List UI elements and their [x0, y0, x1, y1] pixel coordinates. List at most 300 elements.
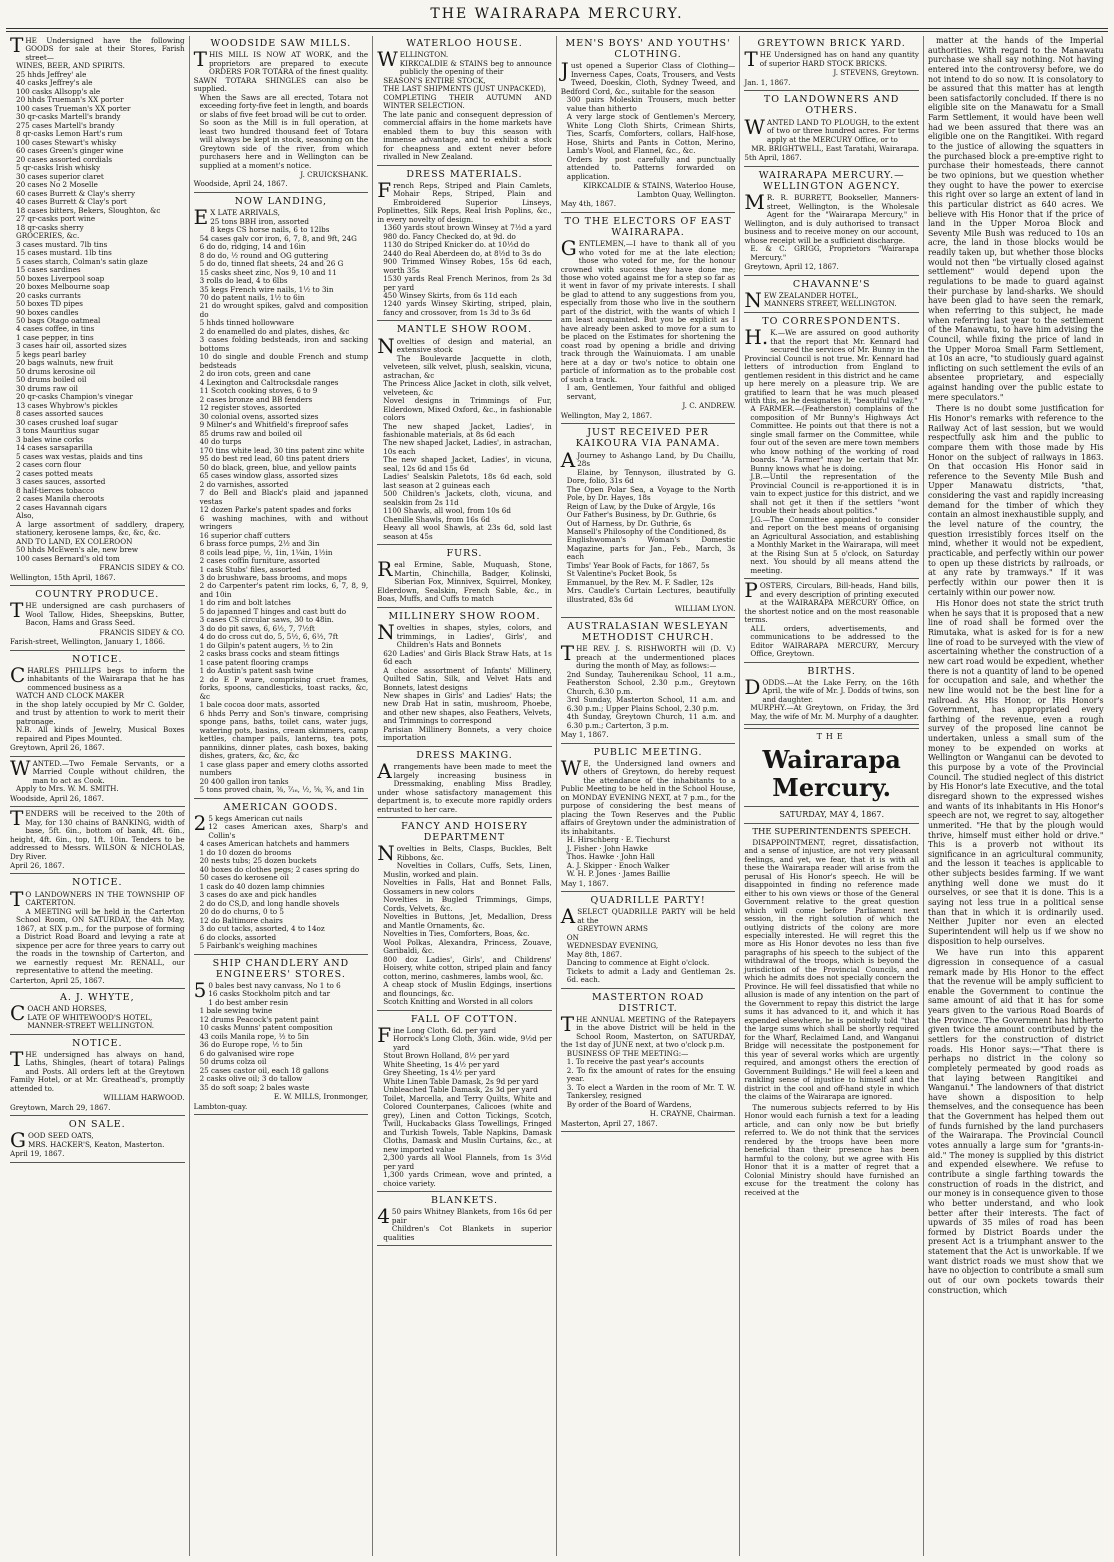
ad-line: 100 cases Stewart's whisky — [16, 137, 117, 147]
ad-heading: WOODSIDE SAW MILLS. — [210, 38, 352, 49]
ad-line: 3 tons Mauritius sugar — [16, 426, 100, 436]
advertisement — [10, 755, 185, 803]
advertisement — [194, 802, 369, 951]
ad-line: 500 Children's Jackets, cloth, vicuna, and sealskin from 2s 11d — [383, 489, 552, 507]
divider — [744, 312, 919, 313]
ad-line: 900 Trimmed Winsey Robes, 15s 6d each, worth 35s — [383, 257, 552, 275]
divider — [744, 166, 919, 167]
editorial-paragraph: The numerous subjects referred to by His Honor would each furnish a text for a leading article, and can only now be but briefly referred to. We do not think that the services rendered by the troops have been more beneficial than their presence has been harmful to the colony, but we agree with His Honor that it is a matter of regret that a Colonial Ministry should have furnished an excuse for the treatment the colony has received at the — [744, 1102, 919, 1197]
divider — [194, 1114, 369, 1115]
ad-heading: MILLINERY SHOW ROOM. — [388, 610, 541, 622]
ad-heading: DRESS MAKING. — [416, 749, 513, 761]
ad-line: Ladies' Sealskin Paletots, 18s 6d each, sold last season at 2 guineas each — [383, 472, 552, 490]
column-3 — [373, 36, 557, 1556]
ad-line: 12 drums Peacock's patent paint — [199, 1014, 319, 1024]
ad-date: Woodside, April 26, 1867. — [10, 793, 104, 803]
top-rule — [6, 28, 1108, 29]
advertisement — [744, 278, 919, 312]
ad-line: NEW ZEALANDER HOTEL, — [744, 287, 859, 312]
ad-line: SEASON'S ENTIRE STOCK, — [383, 75, 486, 85]
ad-line: MURPHY.—At Greytown, on Friday, the 3rd May, the wife of Mr. M. Murphy of a daughter. — [750, 703, 919, 721]
ad-line: 8 qr-casks Lemon Hart's rum — [16, 129, 123, 139]
divider — [744, 275, 919, 276]
ad-line: EX LATE ARRIVALS, — [193, 205, 280, 230]
ad-line: 100 cases Bernard's old tom — [16, 553, 120, 563]
ad-line: N.B. All kinds of Jewelry, Musical Boxes repaired and Pipes Mounted. — [16, 725, 185, 743]
ad-line: 3 bales wine corks — [16, 434, 84, 444]
advertisement — [377, 548, 552, 604]
advertisement — [744, 316, 919, 575]
ad-line: Novelties in Falls, Hat and Bonnet Falls, Gossamers in new colors — [383, 878, 552, 896]
ad-line: 2 casks brass cocks and steam fittings — [199, 649, 340, 659]
ad-line: 20 cases assorted cordials — [16, 154, 113, 164]
ad-line: Novelties in Bugled Trimmings, Gimps, Cords, Velvets, &c. — [383, 895, 552, 913]
ad-date: Carterton, April 25, 1867. — [10, 975, 105, 985]
ad-line: 50 drums colza oil — [199, 1057, 267, 1067]
ad-line: 20 do do churns, 0 to 5 — [199, 907, 284, 917]
masthead: THE WAIRARAPA MERCURY. — [430, 6, 684, 22]
ad-line: Tickets to admit a Lady and Gentleman 2s. 6d. each. — [566, 966, 736, 985]
ad-line: 16 superior chaff cutters — [199, 530, 291, 540]
ad-line: 5 Fairbank's weighing machines — [199, 941, 318, 951]
ad-line: Novelties in shapes, styles, colors, and trimmings, in Ladies', Girls', and Children's Hats and Bonnets — [377, 620, 552, 650]
ad-heading: FALL OF COTTON. — [410, 1013, 519, 1025]
divider — [744, 662, 919, 663]
ad-line: 5 qr-casks Irish whisky — [16, 163, 101, 173]
ad-line: 85 drums raw and boiled oil — [199, 428, 303, 438]
ad-line: 50 bales best navy canvass, No 1 to 6 — [193, 977, 341, 1002]
ad-line: White Linen Table Damask, 2s 9d per yard — [383, 1076, 539, 1086]
ad-line: 1 case glass paper and emery cloths assorted numbers — [199, 759, 369, 778]
advertisement — [194, 958, 369, 1112]
ad-line: 1 bale cocoa door mats, assorted — [199, 700, 320, 710]
ad-line: H. Hirschberg · E. Tiechurst — [566, 835, 671, 845]
ad-line: 40 do turps — [199, 437, 242, 447]
ad-heading: NOTICE. — [72, 1037, 123, 1049]
ad-line: Novelties of design and material, an extensive stock — [377, 333, 552, 358]
advertisement — [377, 324, 552, 541]
ad-line: 20 nests tubs; 25 dozen buckets — [199, 856, 317, 866]
ad-line: 6 brass force pumps, 2½ and 3in — [199, 539, 320, 549]
ad-line: 15 cases sardines — [16, 265, 81, 275]
ad-line: WINES, BEER, AND SPIRITS. — [16, 61, 125, 71]
ad-line: WEDNESDAY EVENING, — [566, 941, 659, 951]
ad-line: 3 do cut tacks, assorted, 4 to 14oz — [199, 924, 325, 934]
ad-line: TO LANDOWNERS IN THE TOWNSHIP OF CARTERTON. — [10, 886, 185, 911]
divider — [10, 756, 185, 757]
ad-line: 1 case patent flooring cramps — [199, 657, 309, 667]
ad-line: 3 rolls do lead, 4 to 6lbs — [199, 276, 288, 286]
ad-line: 1. To receive the past year's accounts — [566, 1057, 704, 1067]
divider — [561, 1131, 736, 1132]
ad-line: THE REV. J. S. RISHWORTH will (D. V.) preach at the undermentioned places during the month of May, as follows:— — [560, 641, 736, 671]
ad-line: The new shaped Jacket, Ladies', in vicuna, seal, 12s 6d and 15s 6d — [383, 455, 552, 473]
ad-line: 5 kegs pearl barley — [16, 349, 87, 359]
ad-line: 100 cases Trueman's XX porter — [16, 103, 131, 113]
divider — [561, 743, 736, 744]
editorial-paragraph: DISAPPOINTMENT, regret, dissatisfaction, and a sense of injustice, are not very pleasant feelings, and yet, we fear, that it is with all these the Wairarapa reader will arise from the perusal of His Honor's speech. He will be disappointed in finding no reference made either to his own views or those of the General Government relative to the great question which will come before Parliament next session, in the right solution of which the outlying districts of the colony are more especially interested. He will regret this the more as His Honor devotes no less than five paragraphs of his speech to the subject of the withdrawal of the troops, which is beyond the jurisdiction of the Provincial Councils, and which he admits does not specially concern the Province. He will feel dissatisfied that while no allusion is made of any intention on the part of the Government to repay this district the large sums it has advanced to it, and which it has expended elsewhere, he is pointedly told "that the large sums which shall be shortly required for the Wharf, Reclaimed Land, and Wanganui Bridge will necessitate the postponement for this year of several works which are urgently required, and amongst others the erection of Government Buildings." He will feel a keen and rankling sense of injustice to himself and the district in the cool and off-hand style in which the claims of the Wairarapa are ignored. — [744, 837, 919, 1102]
editorial-paragraph: There is no doubt some justification for His Honor's remarks with reference to the Railway Act of last session, but we would respectfully ask him and the public to compare them with those made by His Honor on the subject of railways in 1863. On that occasion His Honor said in reference to the Seventy Mile Bush and Upper Manawatu districts, "that, considering the vast and rapidly increasing demand for the timber of which they contain an almost inexhaustible supply, and the level nature of the country, the question irresistibly forces itself on the mind, whether it would not be expedient, practicable, and perfectly within our power to open up these districts by railroads, or at any rate by tramways." If it was perfectly within our power then it is certainly within our power now. — [927, 404, 1104, 597]
ad-line: WANTED.—Two Female Servants, or a Married Couple without children, the man to act as Cook. — [10, 755, 185, 785]
ad-line: 50 drums kerosine oil — [16, 366, 96, 376]
ad-line: New shapes in Girls' and Ladies' Hats; the new Drab Hat in satin, mushroom, Phoebe, and other new shapes, also Feathers, Velvets, and Trimmings to correspond — [383, 690, 552, 726]
ad-line: 30 drums raw oil — [16, 383, 78, 393]
ad-line: ON — [566, 932, 579, 942]
divider — [561, 988, 736, 989]
ad-line: 8 kegs CS horse nails, 6 to 12lbs — [210, 225, 330, 235]
advertisement — [744, 666, 919, 722]
ad-heading: MASTERTON ROAD DISTRICT. — [591, 991, 705, 1014]
ad-line: A very large stock of Gentlemen's Mercery, White Long Cloth Shirts, Crimean Shirts, Ties, Scarfs, Comforters, collars, Half-hose, Hose, Shirts and Pants in Cotton, Merino, Lamb's Wool, and Flannel, &c., &c. — [566, 112, 736, 156]
ad-line: 3 do brushware, bass brooms, and mops — [199, 572, 347, 582]
ad-line: MRS. HACKER'S, Keaton, Masterton. — [27, 1139, 165, 1149]
ad-line: 21 do wrought spikes, galvd and composition do — [199, 301, 369, 319]
ad-line: 2 do enamelled do and plates, dishes, &c — [199, 326, 350, 336]
ad-line: 2 do varnishes, assorted — [199, 479, 289, 489]
ad-signature: FRANCIS SIDEY & CO. — [99, 563, 185, 573]
ad-line: 5 hhds tinned hollowware — [199, 318, 295, 328]
ad-line: 5 tons proved chain, ⅜, ⁷⁄₁₆, ½, ⅝, ¾, and 1in — [199, 785, 365, 795]
ad-line: 2,300 yards all Wool Flannels, from 1s 3½d per yard — [383, 1153, 552, 1171]
ad-line: 4 Lexington and Caltrocksdale ranges — [199, 377, 339, 387]
ad-line: Heavy all wool Shawls, at 23s 6d, sold last season at 45s — [383, 523, 552, 541]
ad-line: COACH AND HORSES, — [10, 1001, 107, 1026]
ad-line: 20 400 gallon iron tanks — [199, 776, 289, 786]
ad-line: CHARLES PHILLIPS begs to inform the inhabitants of the Wairarapa that he has commenced business as a — [10, 662, 185, 692]
ad-line: W. H. P. Jones · James Baillie — [566, 869, 671, 879]
ad-line: 2 do do CS,D, and long handle shovels — [199, 898, 340, 908]
ad-line: in the shop lately occupied by Mr C. Golder, and trust by attention to work to merit their patronage. — [16, 699, 185, 726]
divider — [377, 320, 552, 321]
editorial-paragraph: We have run into this apparent digression in consequence of a casual remark made by His Honor to the effect that the revenue will be amply sufficient to enable the Government to continue the same amount of aid that it has for some years given to the various Road Boards of the Province. The Government has hitherto given twice the amount contributed by the settlers for the construction of district roads. His Honor says:—"That there is perhaps no district in the colony so completely permeated by good roads as that laying between Rangitikei and Wanganui." The landowners of that district have shown a disposition to help themselves, and the consequence has been that the Government has helped them out of funds furnished by the land purchasers of the Wairarapa. The Provincial Council votes annually a large sum for "grants-in-aid." The money is supplied by this district and expended elsewhere. We refuse to contribute a single farthing towards the construction of roads in the district, and our money is in consequence given to those who better understand, and who look better after their interests. The fact of upwards of 35 miles of road has been formed by District Boards under the present Act is a triumphant answer to the statement that the Act is unworkable. If we want district roads we must show that we have no objection to contribute a small sum out of our own pockets towards their construction, which — [927, 948, 1104, 1295]
ad-line: A cheap stock of Muslin Edgings, insertions and flouncings, &c. — [383, 980, 552, 998]
ad-line: WE, the Undersigned land owners and others of Greytown, do hereby request the attendance of the inhabitants to a Public Meeting to be held in the School House, on MONDAY EVENING NEXT, at 7 p.m., for the purpose of considering the best means of placing the Town Reserves and the Public affairs of Greytown under the administration of its inhabitants. — [560, 755, 736, 836]
ad-line: 1 do rim and bolt latches — [199, 598, 291, 608]
ad-line: 100 casks Allsopp's ale — [16, 86, 101, 96]
advertisement — [10, 589, 185, 647]
ad-signature: J. STEVENS, Greytown. — [833, 68, 919, 78]
advertisement — [10, 1119, 185, 1159]
ad-line: 3 do do pit saws, 6, 6½, 7, 7½ft — [199, 623, 315, 633]
ad-line: 12 dozen Parke's patent spades and forks — [199, 505, 352, 515]
ad-line: Stout Brown Holland, 8½ per yard — [383, 1051, 510, 1061]
ad-line: Scotch Knitting and Worsted in all colors — [383, 997, 533, 1007]
advertisement — [744, 38, 919, 87]
ad-line: 1240 yards Winsey Skirting, striped, plain, fancy and crossover, from 1s 3d to 3s 6d — [383, 299, 552, 317]
ad-line: May 8th, 1867. — [566, 949, 623, 959]
ad-line: 1100 Shawls, all wool, from 10s 6d — [383, 506, 511, 516]
advertisement — [561, 992, 736, 1129]
divider — [377, 544, 552, 545]
ad-line: Dancing to commence at Eight o'clock. — [566, 958, 710, 968]
ad-signature: E. W. MILLS, Ironmonger, — [273, 1092, 369, 1102]
ad-line: 60 cases Green's ginger wine — [16, 146, 124, 156]
advertisement — [377, 1014, 552, 1188]
ad-line: 40 cases Burrett & Clay's port — [16, 197, 127, 207]
ad-line: Children's Cot Blankets in superior qualities — [383, 1224, 552, 1242]
divider — [10, 988, 185, 989]
ad-line: WATCH AND CLOCK MAKER — [16, 691, 125, 701]
ad-line: A MEETING will be held in the Carterton School Room, ON SATURDAY, the 4th May, 1867, at SIX p.m., for the purpose of forming a District Road Board and levying a rate at sixpence per acre for three years to carry out the roads in the township of Carterton, and we earnestly request Mr. RENALL, our representative to attend the meeting. — [16, 906, 185, 976]
ad-line: French Reps, Striped and Plain Camlets, Mohair Reps, Striped, Plain and Embroidered Superior Linseys, Poplinettes, Silk Reps, Real Irish Poplins, &c., in every novelty of design. — [377, 177, 552, 224]
advertisement — [561, 895, 736, 985]
ad-line: 3 cases CS circular saws, 30 to 48in. — [199, 615, 334, 625]
ad-line: 95 do best red lead, 60 tins patent driers — [199, 454, 350, 464]
ad-line: 2 do Carpenter's patent rim locks, 6, 7, 8, 9, and 10in — [199, 581, 369, 599]
ad-line: 1 cask do 40 dozen lamp chimnies — [199, 881, 325, 891]
divider — [194, 192, 369, 193]
divider — [377, 607, 552, 608]
ad-line: 1 bale sewing twine — [199, 1006, 273, 1016]
ad-line: 43 coils Manila rope, ½ to 5in — [199, 1031, 309, 1041]
column-4 — [557, 36, 741, 1556]
ad-line: THE Undersigned have the following GOODS for sale at their Stores, Farish street— — [10, 36, 185, 62]
divider — [744, 728, 919, 729]
ad-line: 30 cases superior claret — [16, 171, 104, 181]
ad-line: 20 casks currants — [16, 290, 81, 300]
ad-line: 300 pairs Moleskin Trousers, much better value than hitherto — [566, 95, 736, 113]
advertisement — [377, 169, 552, 318]
ad-date: Farish-street, Wellington, January 1, 1866. — [10, 637, 166, 647]
advertisement — [561, 747, 736, 888]
ad-line: 8 half-tierces tobacco — [16, 485, 95, 495]
ad-line: By order of the Board of Wardens, — [566, 1099, 692, 1109]
ad-line: J.B.—Until the representation of the Provincial Council is re-apportioned it is in vain to expect justice for this district, and we shall not get it then if the settlers "wont trouble their heads about politics." — [750, 472, 919, 516]
ad-date: Wellington, May 2, 1867. — [560, 410, 653, 420]
ad-line: 620 Ladies' and Girls Black Straw Hats, at 1s 6d each — [383, 648, 552, 667]
ad-heading: NOTICE. — [72, 877, 123, 889]
ad-line: I am, Gentlemen, Your faithful and obliged servant, — [566, 383, 736, 401]
ad-line: Mansell's Philosophy of the Conditioned, 8s — [566, 526, 727, 536]
ad-line: 50 do black, green, blue, and yellow paints — [199, 462, 357, 472]
ad-heading: JUST RECEIVED PER KAIKOURA VIA PANAMA. — [575, 427, 721, 450]
column-5-ads — [744, 38, 919, 725]
ad-line: 1 do Gilpin's patent augers, ½ to 2in — [199, 640, 334, 650]
divider — [744, 90, 919, 91]
advertisement — [377, 611, 552, 743]
ad-line: Elaine, by Tennyson, illustrated by G. Dore, folio, 31s 6d — [566, 467, 736, 486]
ad-line: Novelties in Ties, Comforters, Boas, &c. — [383, 929, 530, 939]
ad-line: 50 bags Otago oatmeal — [16, 315, 101, 325]
ad-line: Timbs' Year Book of Facts, for 1867, 5s — [566, 560, 710, 570]
advertisement — [744, 578, 919, 659]
ad-heading: WAIRARAPA MERCURY.—WELLINGTON AGENCY. — [758, 169, 905, 193]
ad-heading: PUBLIC MEETING. — [593, 746, 703, 758]
ad-line: WANTED LAND TO PLOUGH, to the extent of two or three hundred acres. For terms apply at the MERCURY Office, or to — [744, 114, 919, 144]
advertisement — [744, 170, 919, 272]
ad-line: 65 cases window glass, assorted sizes — [199, 471, 338, 481]
ad-line: 450 pairs Whitney Blankets, from 16s 6d per pair — [377, 1204, 552, 1229]
ad-date: Masterton, April 27, 1867. — [560, 1118, 658, 1128]
ad-line: 40 boxes do clothes pegs; 2 cases spring do — [199, 864, 360, 874]
editorial-paragraph: His Honor does not state the strict truth when he says that it is proposed that a new line of road shall be formed over the Rimutaka, what is asked for is for a new line of road to be surveyed with the view of ascertaining whether the construction of a new cart road would be expedient, whether there is not a quantity of land to be opened for occupation and sale, and whether the new line would not be the best line for a railroad. As His Honor, or His Honor's Government, has appropriated every farthing of the revenue, even a rough survey of the proposed line cannot be undertaken, unless a small sum of the money to be expended on works at Wellington or Wanganui can be devoted to this purpose by a vote of the Provincial Council. The studied neglect of this district by His Honor's late Executive, and the total disregard shown to the expressed wishes and wants of its inhabitants in His Honor's speech are not, we regret to say, altogether unmerited. "He that by the plough would thrive, himself must either hold or drive." This is a proverb not without its significance in an agricultural community, and the lesson it teaches is applicable to other subjects besides farming. If we want anything well done we must do it ourselves, or see that it is done. This is a saying not less true in a political sense than that in which it is ordinarily used. Neither Jupiter nor even an elected Superintendent will help us if we show no disposition to help ourselves. — [927, 599, 1104, 946]
divider — [10, 1162, 185, 1163]
ad-line: Unbleached Table Damask, 2s 3d per yard — [383, 1085, 538, 1095]
ad-line: GENTLEMEN,—I have to thank all of you who voted for me at the late election; those who voted for me, for the honour crowned with success they have done me; those who voted against me for a step so far as it went in favor of my private interests. I shall be glad to attend to any suggestions from you, especially from those who live in the southern part of the district, with the wants of which I am least acquainted. But you be explicit as I have already been asked to move for a sum to be placed on the Estimates for shortening the coast road by opening a bridle and driving track through the Wainuiomata. I am unable here at a day or two's notice to obtain one particle of information as to the probable cost of such a track. — [560, 236, 736, 384]
ad-line: ALL orders, advertisements, and communications to be addressed to the Editor WAIRARAPA MERCURY, Mercury Office, Greytown. — [750, 623, 919, 659]
ad-line: 4 cases coffee, in tins — [16, 324, 95, 334]
ad-line: 6 do galvanised wire rope — [199, 1048, 294, 1058]
divider — [377, 1191, 552, 1192]
ad-line: 8 do do, ½ round and OG guttering — [199, 250, 329, 260]
column-2 — [190, 36, 374, 1556]
ad-line: Thos. Hawke · John Hall — [566, 852, 655, 862]
ad-line: 27 qr-casks port wine — [16, 214, 96, 224]
ad-line: A choice assortment of Infants' Millinery, Quilted Satin, Silk, and Velvet Hats and Bonnets, latest designs — [383, 665, 552, 692]
ad-signature: H. CRAYNE, Chairman. — [649, 1109, 736, 1119]
divider — [10, 1034, 185, 1035]
ad-line: 1360 yards stout brown Winsey at 7½d a yard — [383, 223, 552, 233]
ad-line: Chenille Shawls, from 16s 6d — [383, 514, 490, 524]
ad-line: A large assortment of saddlery, drapery, stationery, kerosene lamps, &c, &c, &c. — [16, 519, 185, 538]
advertisement — [561, 38, 736, 209]
ad-line: 20 hhds Trueman's XX porter — [16, 95, 124, 105]
ad-line: 4th Sunday, Greytown Church, 11 a.m. and 6.30 p.m.; Carterton, 3 p.m. — [566, 712, 736, 730]
ad-date: May 1, 1867. — [560, 878, 609, 888]
divider — [561, 423, 736, 424]
ad-date: April 19, 1867. — [10, 1149, 65, 1159]
ad-line: Our Father's Business, by Dr. Guthrie, 6s — [566, 510, 717, 520]
ad-line: LATE OF WHITEWOOD'S HOTEL, — [27, 1012, 153, 1022]
ad-line: 2 cases bronze and BB fenders — [199, 394, 313, 404]
ad-line: 2 casks olive oil; 3 do tallow — [199, 1074, 303, 1084]
ad-line: 1 case pepper, in tins — [16, 332, 94, 342]
ad-date: Greytown, April 12, 1867. — [744, 262, 839, 272]
ad-line: 15 casks sheet zinc, Nos 9, 10 and 11 — [199, 267, 337, 277]
ad-line: 11 Scotch cooking stoves, 6 to 9 — [199, 386, 318, 396]
ad-line: 8 cases assorted sauces — [16, 409, 104, 419]
ad-line: Horrock's Long Cloth, 36in. wide, 9½d per yard — [393, 1034, 552, 1052]
advertisement — [194, 196, 369, 795]
ad-line: THE undersigned has always on hand, Laths, Shingles, (heart of totara) Palings and Posts. All orders left at the Greytown Family Hotel, or at Mr. Greathead's, promptly attended to. — [10, 1046, 185, 1093]
ad-signature: J. C. ANDREW. — [682, 401, 736, 411]
ad-line: Just opened a Superior Class of Clothing—Inverness Capes, Coats, Trousers, and Vests Tweed, Doeskin, Cloth, Sydney Tweed, and Bedford Cord, &c., suitable for the season — [560, 58, 736, 96]
ad-heading: GREYTOWN BRICK YARD. — [757, 38, 906, 49]
ad-line: GROCERIES, &c. — [16, 231, 80, 241]
divider — [377, 746, 552, 747]
ad-signature: MR. BRIGHTWELL, East Taratahi, Wairarapa. — [751, 144, 919, 153]
ad-line: H.K.—We are assured on good authority that the report that Mr. Kennard had secured the services of Mr. Bunny in the Provincial Council is not true. Mr. Kennard had letters of introduction from England to gentlemen resident in this district and he came up here merely on a pleasure trip. We are gratified to learn that he was much pleased with this, as he designates it, "beautiful valley." — [744, 325, 919, 405]
ad-line: 2 cases Manila cheroots — [16, 494, 105, 504]
ad-line: 35 kegs French wire nails, 1½ to 3in — [199, 284, 334, 294]
ad-line: MANNER-STREET WELLINGTON. — [27, 1021, 155, 1031]
ad-line: AJourney to Ashango Land, by Du Chaillu, 28s — [560, 447, 736, 472]
ad-line: KIRKCALDIE & STAINS beg to announce publicly the opening of their — [399, 58, 552, 77]
ad-line: 4 cases American hatchets and hammers — [199, 839, 350, 849]
ad-line: 30 colonial ovens, assorted sizes — [199, 411, 319, 421]
ad-heading: MEN'S BOYS' AND YOUTHS' CLOTHING. — [565, 38, 731, 61]
ad-line: 1530 yards Real French Merinos, from 2s 3d per yard — [383, 274, 552, 292]
ad-line: 6 do do, ridging, 14 and 16in — [199, 242, 306, 252]
ad-date: May 4th, 1867. — [560, 199, 617, 209]
editorial-paragraph: matter at the hands of the Imperial authorities. With regard to the Manawatu purchase we shall say nothing. Not having entered into the controversy before, we do not intend to do so now. It is consolatory to be assured that this matter has at length been satisfactorily concluded. If there is no eligible site on the Manawatu for a Small Farm Settlement, it would have been well had we been assured that there was an eligible one on the Rangitikei. With regard to the justice of allowing the squatters in the purchased block a pre-emptive right to purchase their homesteads, there cannot be two opinions, but we question whether they ought to have the power to exercise this right over so large an extent of land in this particular district as 640 acres. We believe with His Honor that if the price of land in the Upper Moroa Block and Seventy Mile Bush was reduced to 10s an acre, the land in those blocks would be readily taken up, but whether those blocks would not then "be virtually closed against settlement" would depend upon the regulations to be made to guard against their purchase by land-sharks. We should have been glad to have seen the remark, when referring to this subject, he made when referring last year to the settlement of the Manawatu, to have him advising the Council, while fixing the price of land in the Upper Moroa Small Farm Settlement, at 10s an acre, "to studiously guard against inflicting on such settlement the evils of an absentee proprietary, and especially against handing over the public estate to mere speculators." — [927, 36, 1104, 402]
ad-line: 25 hhds Jeffrey' ale — [16, 69, 87, 79]
ad-line: Englishwoman's Woman's Domestic Magazine, parts for Jan., Feb., March, 3s each — [566, 535, 736, 562]
ad-line: 3 cases do axe and pick handles — [199, 890, 317, 900]
ad-line: 15 cases mustard. 1lb tins — [16, 248, 112, 258]
divider — [377, 1010, 552, 1011]
ad-date: Jan. 1, 1867. — [744, 77, 791, 87]
ad-line: The new shaped Jacket, Ladies', in astrachan, 10s each — [383, 438, 552, 456]
ad-line: 5 cases wax vestas, plaids and tins — [16, 451, 143, 461]
column-1 — [6, 36, 190, 1556]
ad-line: 3 cases mustard. 7lb tins — [16, 239, 108, 249]
ad-date: April 26, 1867. — [10, 861, 65, 870]
ad-heading: SHIP CHANDLERY AND ENGINEERS' STORES. — [212, 957, 350, 980]
advertisement — [10, 992, 185, 1031]
divider — [377, 1245, 552, 1246]
ad-line: 20 bags walnuts, new fruit — [16, 358, 114, 368]
ad-line: 3 cases hair oil, assorted sizes — [16, 341, 127, 351]
ad-line: The late panic and consequent depression of commercial affairs in the home markets have enabled them to buy this season with immense advantage, and to exhibit a stock for cheapness and extent never before rivalled in New Zealand. — [383, 109, 552, 162]
ad-line: 16 casks Stockholm pitch and tar — [208, 989, 331, 999]
ad-line: 5 do japanned T hinges and cast butt do — [199, 606, 347, 616]
ad-line: 50 cases do kerosene oil — [199, 873, 289, 883]
paper-the: THE — [816, 732, 847, 742]
ad-line: 1130 do Striped Knicker do. at 10½d do — [383, 240, 530, 250]
ad-heading: WATERLOO HOUSE. — [406, 38, 523, 49]
ad-line: 25 cases castor oil, each 18 gallons — [199, 1065, 329, 1075]
column-5 — [740, 36, 924, 1556]
ad-line: 3 cases sauces, assorted — [16, 477, 106, 487]
ad-line: 2 cases Havannah cigars — [16, 502, 107, 512]
ad-heading: QUADRILLE PARTY! — [590, 895, 706, 907]
ad-date: 5th April, 1867. — [744, 153, 802, 163]
ad-signature: WILLIAM HARWOOD. — [103, 1093, 185, 1103]
ad-line: 50 hhds McEwen's ale, new brew — [16, 545, 139, 555]
ad-line: 13 cases Whybrow's pickles — [16, 400, 118, 410]
advertisement — [10, 877, 185, 985]
paper-title: Wairarapa Mercury. — [762, 744, 901, 802]
ad-line: 9 Milner's and Whitfield's fireproof safes — [199, 420, 349, 430]
ad-line: GREYTOWN ARMS — [577, 924, 648, 934]
ad-line: 3 cases folding bedsteads, iron and sacking bottoms — [199, 335, 369, 353]
advertisement — [377, 38, 552, 162]
ad-line: A. J. Skipper · Enoch Walker — [566, 860, 670, 870]
ad-date: Lambton-quay. — [193, 1101, 248, 1111]
ad-line: Novel designs in Trimmings of Fur, Elderdown, Mixed Oxford, &c., in fashionable colors — [383, 396, 552, 423]
ad-line: 50 boxes TD pipes — [16, 299, 83, 309]
ad-line: J. Fisher · John Hawke — [566, 843, 648, 853]
issue-date: SATURDAY, MAY 4, 1867. — [779, 810, 884, 820]
ad-line: Parisian Millinery Bonnets, a very choice importation — [383, 724, 552, 743]
divider — [10, 650, 185, 651]
advertisement — [377, 821, 552, 1007]
ad-line: 2nd Sunday, Tauherenikau School, 11 a.m., Featherston School, 2.30 p.m., Greytown Church, 6.30 p.m. — [566, 669, 736, 696]
advertisement — [194, 38, 369, 189]
ad-line: Apply to Mrs. W. M. SMITH. — [16, 784, 119, 794]
ad-line: MR. R. BURRETT, Bookseller, Manners-street, Wellington, is the Wholesale Agent for the "Wairarapa Mercury," in Wellington, and is duly authorised to transact business and to receive money on our account, whose receipt will be a sufficient discharge. — [744, 190, 919, 245]
ad-line: 1 do best amber resin — [208, 997, 289, 1007]
ad-line: Novelties in Collars, Cuffs, Sets, Linen, Muslin, worked and plain. — [383, 861, 552, 879]
advertisement — [10, 1038, 185, 1113]
ad-date: Wellington, 15th April, 1867. — [10, 572, 116, 582]
ad-date: Woodside, April 24, 1867. — [193, 179, 288, 189]
ad-signature: FRANCIS SIDEY & CO. — [99, 627, 185, 637]
ad-line: MANNERS STREET, WELLINGTON. — [763, 299, 897, 309]
ad-line: Toilet, Marcella, and Terry Quilts, White and Colored Counterpanes, Calicoes (white and grey), Linen and Cotton Tickings, Scotch, Twill, Huckabacks Glass Towellings, Fringed and Turkish Towels, Table Napkins, Damask Cloths, Damask and Muslin Curtains, &c., at new imported value — [383, 1093, 552, 1154]
ad-line: 2 cases potted meats — [16, 468, 93, 478]
ad-line: 20 qr-casks Champion's vinegar — [16, 392, 133, 402]
ad-line: Mrs. Caudle's Curtain Lectures, beautifully illustrated, 83s 6d — [566, 586, 736, 604]
ad-line: 170 tins white lead, 30 tins patent zinc white — [199, 445, 365, 455]
ad-line: WELLINGTON. — [377, 47, 449, 72]
ad-line: 10 do single and double French and stump bedsteads — [199, 352, 369, 370]
ad-line: 10 casks Munns' patent composition — [199, 1023, 333, 1033]
ad-line: 2440 do Real Aberdeen do, at 8½d to 3s do — [383, 248, 542, 258]
ad-heading: A. J. WHYTE, — [59, 992, 135, 1004]
ad-line: 5 cases starch, Colman's satin glaze — [16, 256, 148, 266]
